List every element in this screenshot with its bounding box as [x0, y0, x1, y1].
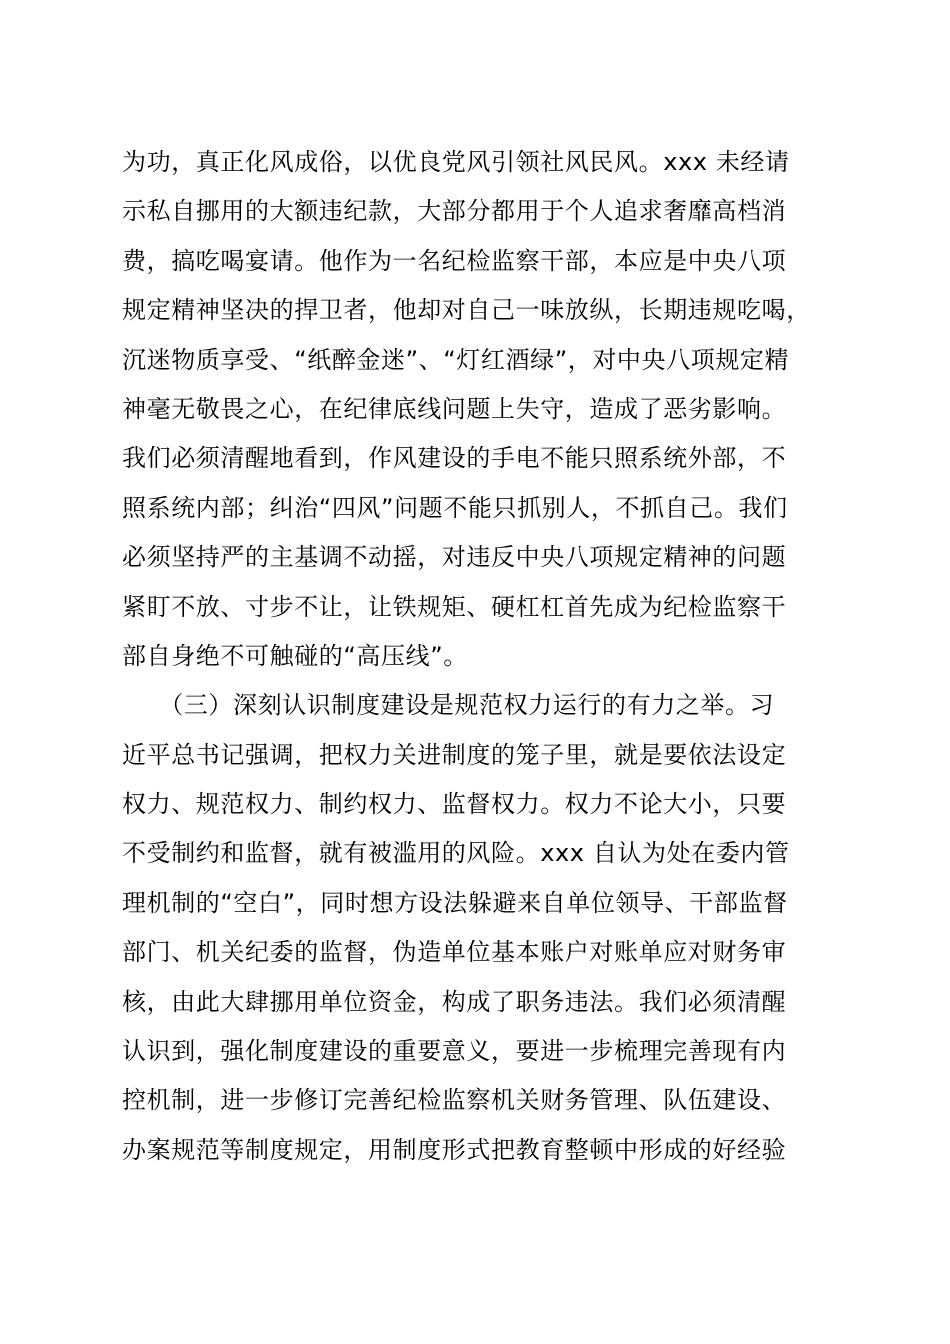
text-line: 沉迷物质享受、“纸醉金迷”、“灯红酒绿”，对中央八项规定精 [122, 345, 790, 374]
text-line: 部自身绝不可触碰的“高压线”。 [122, 641, 468, 670]
text-line: 神毫无敬畏之心，在纪律底线问题上失守，造成了恶劣影响。 [122, 394, 787, 423]
text-line: 不受制约和监督，就有被滥用的风险。xxx 自认为处在委内管 [122, 839, 790, 868]
text-line: 为功，真正化风成俗，以优良党风引领社风民风。xxx 未经请 [122, 148, 790, 176]
text-line: 近平总书记强调，把权力关进制度的笼子里，就是要依法设定 [122, 740, 787, 769]
text-line: 必须坚持严的主基调不动摇，对违反中央八项规定精神的问题 [122, 543, 787, 572]
text-line: 规定精神坚决的捍卫者，他却对自己一味放纵，长期违规吃喝， [122, 296, 811, 325]
body-text [122, 138, 842, 1175]
text-line: 照系统内部；纠治“四风”问题不能只抓别人，不抓自己。我们 [122, 493, 788, 522]
text-line: 办案规范等制度规定，用制度形式把教育整顿中形成的好经验 [122, 1135, 787, 1164]
text-line: 示私自挪用的大额违纪款，大部分都用于个人追求奢靡高档消 [122, 197, 787, 226]
text-line: 控机制，进一步修订完善纪检监察机关财务管理、队伍建设、 [122, 1086, 787, 1115]
text-line: 费，搞吃喝宴请。他作为一名纪检监察干部，本应是中央八项 [122, 246, 787, 275]
text-line: 部门、机关纪委的监督，伪造单位基本账户对账单应对财务审 [122, 938, 787, 967]
text-line: 权力、规范权力、制约权力、监督权力。权力不论大小，只要 [122, 790, 787, 819]
section-heading-line: （三）深刻认识制度建设是规范权力运行的有力之举。习 [122, 691, 775, 720]
text-line: 核，由此大肆挪用单位资金，构成了职务违法。我们必须清醒 [122, 987, 787, 1016]
text-line: 我们必须清醒地看到，作风建设的手电不能只照系统外部，不 [122, 444, 787, 473]
text-line: 紧盯不放、寸步不让，让铁规矩、硬杠杠首先成为纪检监察干 [122, 592, 787, 621]
text-line: 认识到，强化制度建设的重要意义，要进一步梳理完善现有内 [122, 1037, 787, 1066]
text-line: 理机制的“空白”，同时想方设法躲避来自单位领导、干部监督 [122, 888, 788, 917]
